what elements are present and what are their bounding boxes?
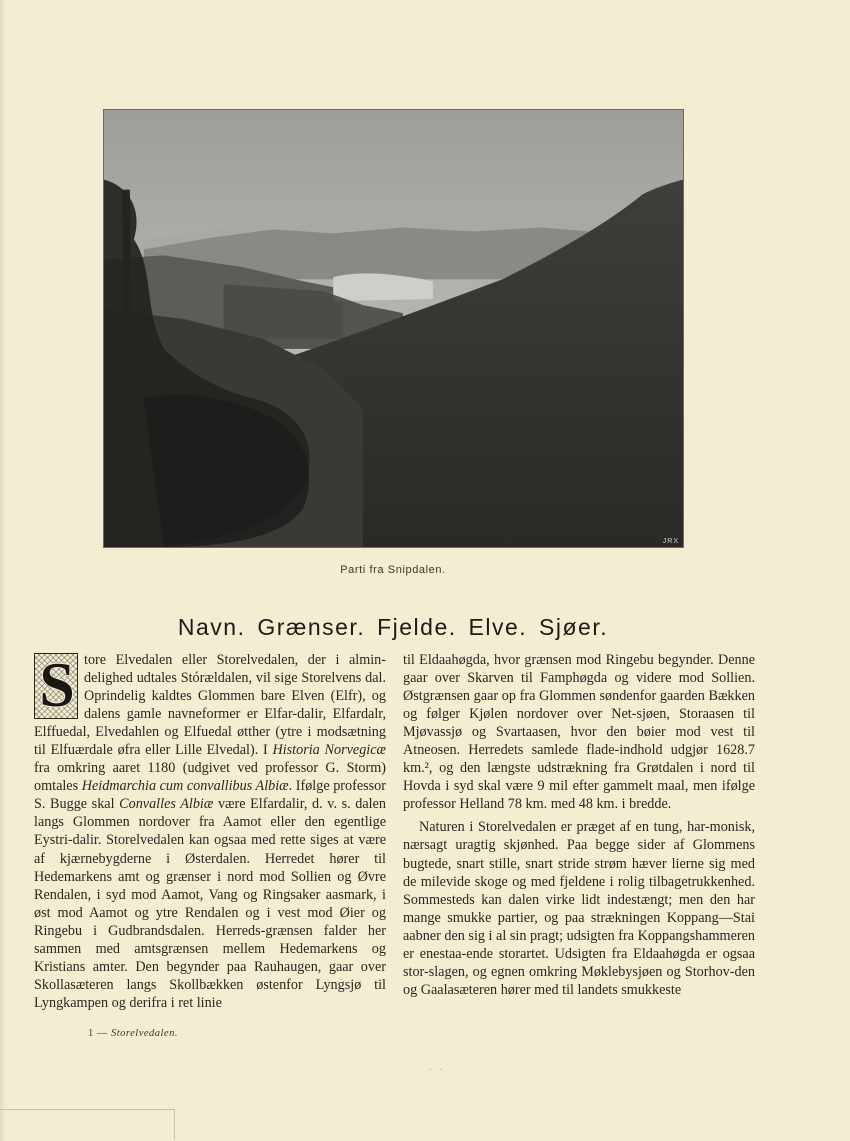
signature-title: Storelvedalen. xyxy=(111,1028,178,1039)
text-run: . Ifølge professor S. Bugge skal xyxy=(34,778,386,813)
italic-title: Historia Norvegicæ xyxy=(272,742,386,759)
left-paragraph xyxy=(34,651,386,1012)
italic-title: Heidmarchia cum convallibus Albiæ xyxy=(81,778,289,795)
signature-dash: — xyxy=(96,1028,108,1039)
initial-letter: S xyxy=(39,649,75,720)
photo-credit-mark: JRX xyxy=(662,538,679,545)
signature-number: 1 xyxy=(88,1028,94,1039)
scan-edge-rule xyxy=(0,1109,175,1140)
photo-caption: Parti fra Snipdalen. xyxy=(340,564,446,576)
text-run: tore Elvedalen eller Storelvedalen, der i almin-delighed udtales Stórældalen, vil sige Storelvens dal. Oprindelig kaldtes Glommen bare Elven (Elfr), og dalens gamle navneformer er Elfar-dalir, Elfardalr, Elffuedal, Elvedahlen og Elfuedal øtther (ytre i modsætning til Elfuærdale øfra eller Lille Elvedal). I xyxy=(34,652,386,759)
right-paragraph-2: Naturen i Storelvedalen er præget af en tung, har-monisk, nærsagt uragtig skjønhed. Paa begge sider af Glommens bugtede, snart stille, snart stride strøm hæver lierne sig med de milevide skoge og med fjeldene i rolig tilbagetrukkenhed. Sommesteds kan dalen virke lidt indestængt; men den har mange smukke partier, og paa strækningen Koppang—Stai aabner den sig i al sin pragt; udsigten fra Koppangshammeren er enestaa-ende storartet. Udsigten fra Eldaahøgda er ogsaa stor-slagen, og egnen omkring Møklebysjøen og Storhov-den og Gaalasæteren hører med til landets smukkeste xyxy=(403,819,755,998)
text-run: være Elfardalir, d. v. s. dalen langs Glommen nordover fra Aamot eller den egentlige Eystri-dalir. Storelvedalen kan ogsaa med rette siges at være af kjærnebygderne i Østerdalen. Herredet hører til Hedemarkens amt og grænser i nord mod Sollien og Øvre Rendalen, i syd mod Aamot, Vang og Ringsaker aasmark, i øst mod Aamot og ytre Rendalen og i vest mod Øier og Ringebu i Gudbrandsdalen. Herreds-grænsen falder her sammen med amtsgrænsen mellem Hedemarkens og Kristians amter. Den begynder paa Rauhaugen, gaar over Skollasæteren langs Skollbækken østenfor Lyngsjø til Lyngkampen og derifra i ret linie xyxy=(34,796,387,1011)
print-specks: · · xyxy=(428,1062,445,1076)
signature-line xyxy=(88,1028,178,1039)
left-text-column xyxy=(34,651,386,1012)
right-paragraph-1: til Eldaahøgda, hvor grænsen mod Ringebu begynder. Denne gaar over Skarven til Famphøgda og videre mod Sollien. Østgrænsen gaar op fra Glommen søndenfor gaarden Bækken og følger Kjølen nordover over Net-sjøen, Storaasen til Mjøvassjø og Svartaasen, hvor den bøier mod vest til Atneosen. Herredets samlede flade-indhold udgjør 1628.7 km.², og den længste udstrækning fra Grøtdalen i nord til Hovda i syd skal være 9 mil efter gammelt maal, men ifølge professor Helland 78 km. med 48 km. i bredde. xyxy=(403,652,755,813)
valley-photo-illustration xyxy=(104,110,683,547)
italic-title: Convalles Albiæ xyxy=(119,796,214,813)
text-run: fra omkring aaret 1180 (udgivet ved professor G. Storm) omtales xyxy=(34,760,386,795)
chapter-heading: Navn. Grænser. Fjelde. Elve. Sjøer. xyxy=(177,614,609,640)
ornamental-initial xyxy=(34,649,78,720)
right-text-column xyxy=(403,651,755,999)
landscape-photograph xyxy=(103,109,684,548)
